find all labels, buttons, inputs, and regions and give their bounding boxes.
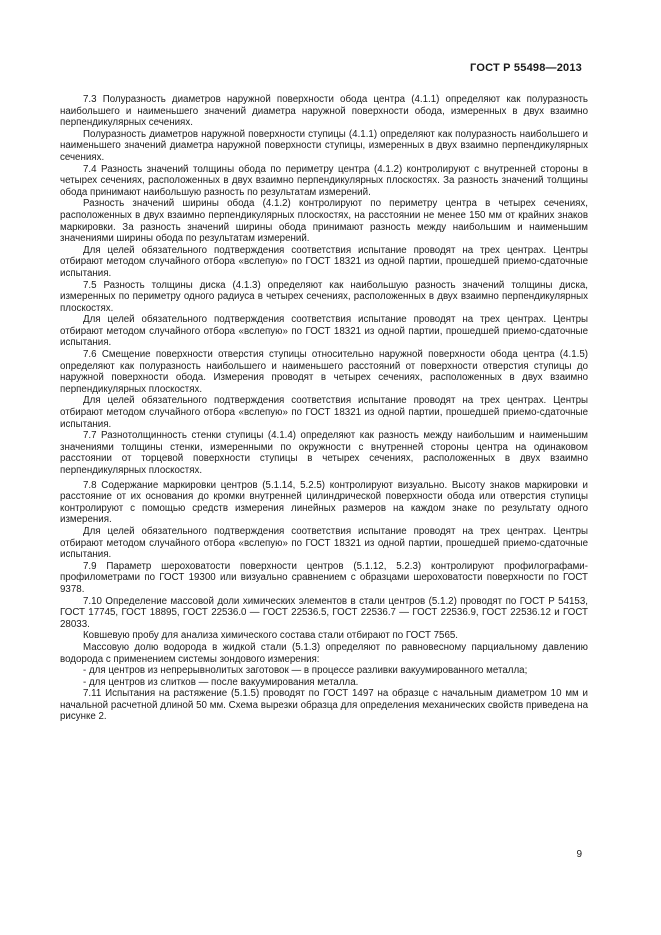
paragraph-conformity-sampling: Для целей обязательного подтверждения соответствия испытание проводят на трех центрах. Центры отбирают методом случайного отбора «вслепую» по ГОСТ 18321 из одной партии, прошедшей приемо-сдаточные испытания. bbox=[60, 314, 588, 349]
paragraph-7-3: 7.3 Полуразность диаметров наружной поверхности обода центра (4.1.1) определяют как полуразность наибольшего и наименьшего значений диаметра наружной поверхности обода, измеренных в двух взаимно перпендикулярных сечениях. bbox=[60, 94, 588, 129]
paragraph-conformity-sampling: Для целей обязательного подтверждения соответствия испытание проводят на трех центрах. Центры отбирают методом случайного отбора «вслепую» по ГОСТ 18321 из одной партии, прошедшей приемо-сдаточные испытания. bbox=[60, 395, 588, 430]
paragraph-hydrogen-content: Массовую долю водорода в жидкой стали (5.1.3) определяют по равновесному парциальному давлению водорода с применением системы зондового измерения: bbox=[60, 641, 588, 665]
page-number: 9 bbox=[576, 849, 582, 860]
paragraph-7-5: 7.5 Разность толщины диска (4.1.3) определяют как наибольшую разность значений толщины диска, измеренных по периметру одного радиуса в четырех сечениях, расположенных в двух взаимно перпендикулярных плоскостях. bbox=[60, 279, 588, 314]
paragraph-7-11: 7.11 Испытания на растяжение (5.1.5) проводят по ГОСТ 1497 на образце с начальным диаметром 10 мм и начальной расчетной длиной 50 мм. Схема вырезки образца для определения механических свойств приведена на рисунке 2. bbox=[60, 688, 588, 723]
paragraph-hub-semi-difference: Полуразность диаметров наружной поверхности ступицы (4.1.1) определяют как полуразность наибольшего и наименьшего значений диаметра наружной поверхности ступицы, измеренных в двух взаимно перпендикулярных сечениях. bbox=[60, 128, 588, 163]
paragraph-7-9: 7.9 Параметр шероховатости поверхности центров (5.1.12, 5.2.3) контролируют профилографами-профилометрами по ГОСТ 19300 или визуально сравнением с образцами шероховатости поверхности по ГОСТ 9378. bbox=[60, 560, 588, 595]
paragraph-rim-width-difference: Разность значений ширины обода (4.1.2) контролируют по периметру центра в четырех сечениях, расположенных в двух взаимно перпендикулярных плоскостях, на расстоянии не менее 150 мм от крайних знаков маркировки. За разность значений ширины обода принимают разность между наибольшим и наименьшим значениями ширины обода по результатам измерений. bbox=[60, 198, 588, 245]
paragraph-conformity-sampling: Для целей обязательного подтверждения соответствия испытание проводят на трех центрах. Центры отбирают методом случайного отбора «вслепую» по ГОСТ 18321 из одной партии, прошедшей приемо-сдаточные испытания. bbox=[60, 244, 588, 279]
paragraph-7-8: 7.8 Содержание маркировки центров (5.1.14, 5.2.5) контролируют визуально. Высоту знаков маркировки и расстояние от их основания до кромки внутренней цилиндрической поверхности обода или отверстия ступицы контролируют с помощью средств измерения линейных размеров на каждом знаке по результату одного измерения. bbox=[60, 479, 588, 526]
list-item-continuous-cast: - для центров из непрерывнолитых заготовок — в процессе разливки вакуумированного металла; bbox=[83, 665, 528, 677]
paragraph-ladle-sample: Ковшевую пробу для анализа химического состава стали отбирают по ГОСТ 7565. bbox=[83, 630, 459, 642]
list-item-ingots: - для центров из слитков — после вакуумирования металла. bbox=[83, 676, 359, 688]
paragraph-7-7: 7.7 Разнотолщинность стенки ступицы (4.1.4) определяют как разность между наибольшим и наименьшим значениями толщины стенки, измеренными по окружности с внутренней стороны центра на одинаковом расстоянии от торцевой поверхности ступицы в четырех сечениях, расположенных в двух взаимно перпендикулярных плоскостях. bbox=[60, 430, 588, 476]
paragraph-7-10: 7.10 Определение массовой доли химических элементов в стали центров (5.1.2) проводят по ГОСТ Р 54153, ГОСТ 17745, ГОСТ 18895, ГОСТ 22536.0 — ГОСТ 22536.5, ГОСТ 22536.7 — ГОСТ 22536.9, ГОСТ 22536.12 и ГОСТ 28033. bbox=[60, 595, 588, 630]
paragraph-7-6: 7.6 Смещение поверхности отверстия ступицы относительно наружной поверхности обода центра (4.1.5) определяют как полуразность наибольшего и наименьшего расстояний от поверхности отверстия ступицы до наружной поверхности обода. Измерения проводят в четырех сечениях, расположенных в двух взаимно перпендикулярных плоскостях. bbox=[60, 349, 588, 395]
body-text bbox=[60, 94, 588, 723]
document-code-header: ГОСТ Р 55498—2013 bbox=[470, 62, 582, 74]
paragraph-7-4: 7.4 Разность значений толщины обода по периметру центра (4.1.2) контролируют с внутренней стороны в четырех сечениях, расположенных в двух взаимно перпендикулярных плоскостях. За разность значений толщины обода принимают наибольшую разность по результатам измерений. bbox=[60, 163, 588, 198]
paragraph-conformity-sampling: Для целей обязательного подтверждения соответствия испытание проводят на трех центрах. Центры отбирают методом случайного отбора «вслепую» по ГОСТ 18321 из одной партии, прошедшей приемо-сдаточные испытания. bbox=[60, 525, 588, 561]
